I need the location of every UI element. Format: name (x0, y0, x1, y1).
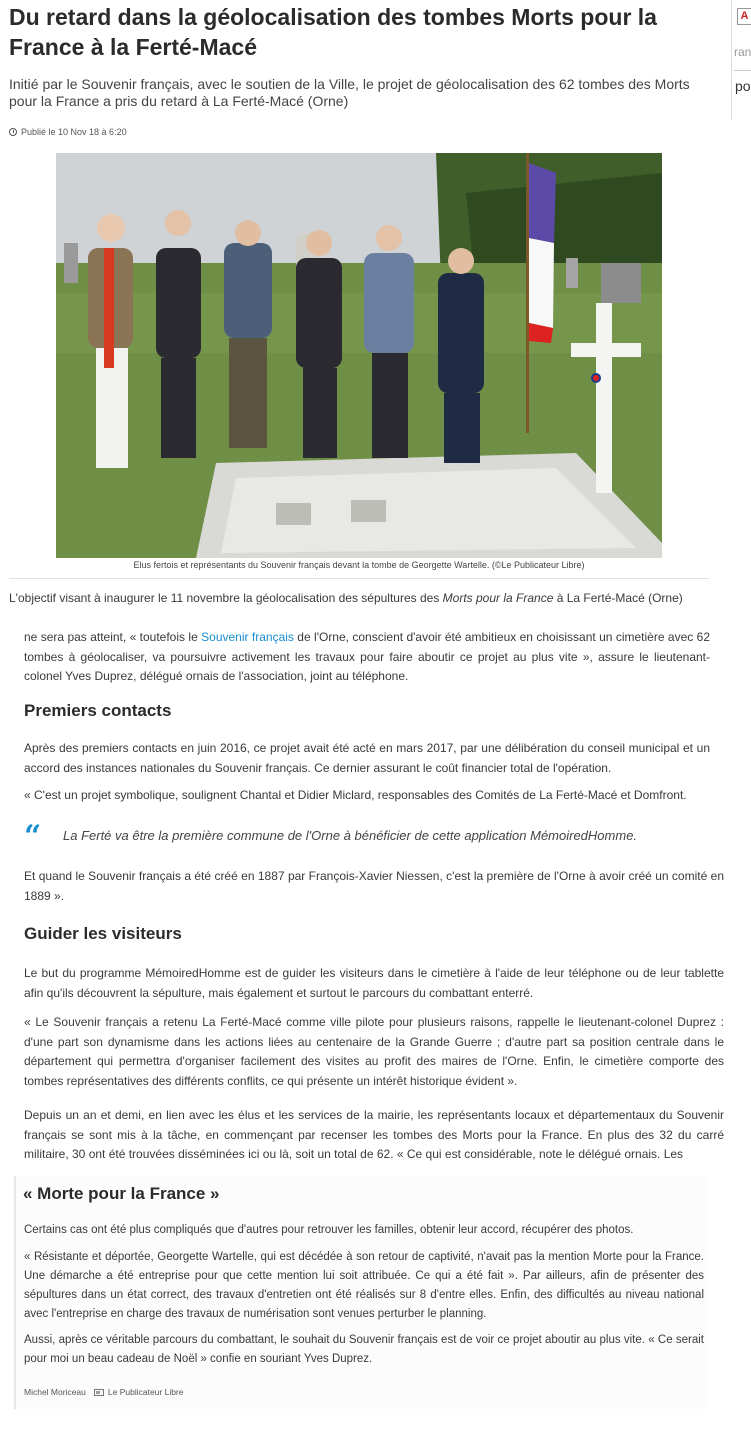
source (94, 1387, 184, 1397)
sidebar-fragment-text-2[interactable]: po (735, 78, 751, 94)
sidebar-partial (731, 0, 751, 120)
article-intro: L'objectif visant à inaugurer le 11 novembre la géolocalisation des sépultures des Morts pour la France à La Ferté-Macé (Orne) (9, 591, 683, 605)
publication-date-text: Publié le 10 Nov 18 à 6:20 (21, 127, 127, 137)
box-paragraph-1: Certains cas ont été plus compliqués que d'autres pour retrouver les familles, obtenir leur accord, récupérer des photos. (24, 1224, 634, 1236)
section-heading-guider: Guider les visiteurs (24, 924, 182, 943)
photo-illustration (56, 153, 662, 558)
inset-box (14, 1176, 708, 1409)
clock-icon (9, 128, 17, 136)
byline (24, 1387, 184, 1397)
section-heading-morte: « Morte pour la France » (23, 1184, 220, 1203)
section-heading-premiers-contacts: Premiers contacts (24, 701, 172, 720)
paragraph-1: ne sera pas atteint, « toutefois le Souvenir français de l'Orne, conscient d'avoir été ambitieux en choisissant un cimetière avec 62 tombes à géolocaliser, va poursuivre activement les travaux pour faire aboutir ce projet au plus vite », assure le lieutenant-colonel Yves Duprez, délégué ornais de l'association, joint au téléphone. (24, 630, 710, 683)
article-photo (56, 153, 662, 558)
box-paragraph-2: « Résistante et déportée, Georgette Wartelle, qui est décédée à son retour de captivité, n'avait pas la mention Morte pour la France. Une démarche a été entreprise pour que cette mention lui soit attribuée. Ce qui a été fait ». Par ailleurs, afin de présenter des sépultures dans un état correct, des travaux d'entretien ont été réalisés sur 8 d'entre elles. Enfin, des difficultés au niveau national avec l'entreprise en charge des travaux de numérisation sont venues perturber le planning. (24, 1251, 704, 1320)
photo-caption: Elus fertois et représentants du Souvenir français devant la tombe de Georgette Wartelle. (©Le Publicateur Libre) (133, 560, 585, 570)
publication-date (9, 127, 127, 137)
paragraph-4: Et quand le Souvenir français a été créé en 1887 par François-Xavier Niessen, c'est la première de l'Orne à avoir créé un comité en 1889 ». (24, 869, 724, 903)
article-title: Du retard dans la géolocalisation des tombes Morts pour la France à la Ferté-Macé (9, 4, 657, 60)
quote-mark-icon: “ (24, 819, 42, 854)
paragraph-5: Le but du programme MémoiredHomme est de guider les visiteurs dans le cimetière à l'aide de leur téléphone ou de leur tablette afin qu'ils découvrent la sépulture, mais également et surtout le parcours du combattant enterré. (24, 966, 724, 1000)
source-name[interactable]: Le Publicateur Libre (107, 1387, 184, 1397)
paragraph-7: Depuis un an et demi, en lien avec les élus et les services de la mairie, les représentants locaux et départementaux du Souvenir français se sont mis à la tâche, en commençant par recenser les tombes des Morts pour la France. En plus des 32 du carré militaire, 30 ont été trouvées disséminées ici ou là, soit un total de 62. « Ce qui est considérable, note le délégué ornais. Les (24, 1108, 724, 1161)
intro-emphasis: Morts pour la France (442, 591, 554, 605)
sidebar-divider (734, 70, 751, 71)
paragraph-3: « C'est un projet symbolique, soulignent Chantal et Didier Miclard, responsables des Comités de La Ferté-Macé et Domfront. (24, 788, 687, 802)
box-paragraph-3: Aussi, après ce véritable parcours du combattant, le souhait du Souvenir français est de voir ce projet aboutir au plus vite. « Ce serait pour moi un beau cadeau de Noël » confie en souriant Yves Duprez. (24, 1334, 704, 1365)
paragraph-2: Après des premiers contacts en juin 2016, ce projet avait été acté en mars 2017, par une délibération du conseil municipal et un accord des instances nationales du Souvenir français. Ce dernier assurant le coût financier total de l'opération. (24, 741, 710, 775)
souvenir-francais-link[interactable]: Souvenir français (201, 630, 294, 644)
sidebar-logo-icon[interactable]: A (737, 8, 751, 25)
paragraph-6: « Le Souvenir français a retenu La Ferté-Macé comme ville pilote pour plusieurs raisons, rappelle le lieutenant-colonel Duprez : d'une part son dynamisme dans les actions liées au centenaire de la Grande Guerre ; d'autre part sa position centrale dans le département qui permettra d'organiser facilement des visites au profit des maires de l'Orne. Enfin, le cimetière comporte des tombes représentatives des différents conflits, ce qui présente un intérêt historique évident ». (24, 1015, 724, 1088)
sidebar-fragment-text[interactable]: ran (734, 45, 751, 59)
quote-text: La Ferté va être la première commune de l'Orne à bénéficier de cette application MémoiredHomme. (63, 828, 638, 843)
author-name: Michel Moriceau (24, 1387, 86, 1397)
article-lead: Initié par le Souvenir français, avec le soutien de la Ville, le projet de géolocalisation des 62 tombes des Morts pour la France a pris du retard à La Ferté-Macé (Orne) (9, 76, 690, 109)
caption-divider (9, 578, 709, 579)
newspaper-icon (94, 1389, 104, 1396)
